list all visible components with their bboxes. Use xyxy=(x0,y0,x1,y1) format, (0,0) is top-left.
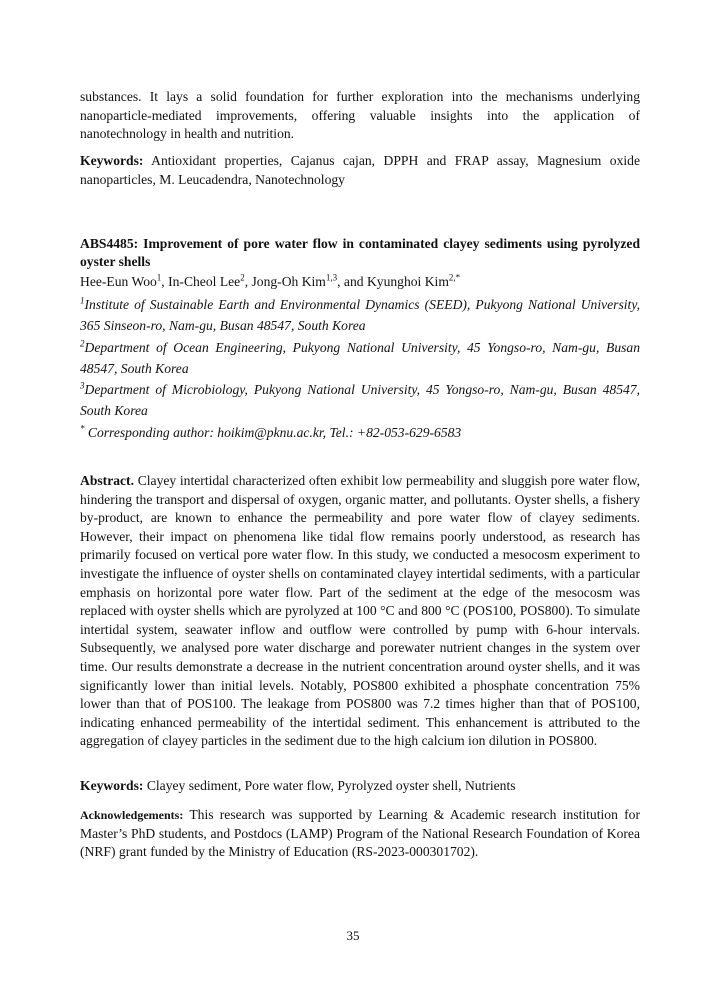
keywords-paragraph xyxy=(80,152,640,189)
page-number: 35 xyxy=(346,928,360,943)
acknowledgements-label: Acknowledgements: xyxy=(80,808,184,822)
author-affil-sup: 1 xyxy=(156,272,162,283)
affiliation-text: Department of Microbiology, Pukyong National University, 45 Yongso-ro, Nam-gu, Busan 48547, South Korea xyxy=(80,382,640,419)
corresponding-sup: * xyxy=(80,423,85,434)
acknowledgements-text: This research was supported by Learning & Academic research institution for Master’s PhD students, and Postdocs (LAMP) Program of the National Research Foundation of Korea (NRF) grant funded by the Ministry of Education (RS-2023-000301702). xyxy=(80,807,640,860)
affiliation xyxy=(80,379,640,422)
affiliation-sup: 3 xyxy=(80,380,85,391)
author-separator: , xyxy=(244,274,252,289)
author-name: Hee-Eun Woo xyxy=(80,274,157,289)
affiliation-text: Institute of Sustainable Earth and Environmental Dynamics (SEED), Pukyong National University, 365 Sinseon-ro, Nam-gu, Busan 48547, South Korea xyxy=(80,297,640,334)
keywords-text: Clayey sediment, Pore water flow, Pyrolyzed oyster shell, Nutrients xyxy=(143,778,516,793)
author-separator: , and xyxy=(337,274,367,289)
affiliation xyxy=(80,337,640,380)
intro-paragraph: substances. It lays a solid foundation for further exploration into the mechanisms underlying nanoparticle-mediated improvements, offering valuable insights into the application of nanotechnology in health and nutrition. xyxy=(80,89,640,142)
keywords-label: Keywords: xyxy=(80,778,144,793)
acknowledgements-paragraph xyxy=(80,806,640,862)
corresponding-author xyxy=(80,422,640,443)
keywords-label: Keywords: xyxy=(80,153,144,168)
abstract-paragraph xyxy=(80,472,640,751)
author-affil-sup: 2 xyxy=(240,272,245,283)
author-affil-sup: 1,3 xyxy=(325,272,338,283)
corresponding-text: Corresponding author: hoikim@pknu.ac.kr, Tel.: +82-053-629-6583 xyxy=(84,425,462,440)
abstract-title: ABS4485: Improvement of pore water flow in contaminated clayey sediments using pyrolyzed oyster shells xyxy=(80,236,640,270)
author-list xyxy=(80,272,640,292)
author-name: Jong-Oh Kim xyxy=(251,274,326,289)
affiliation-sup: 1 xyxy=(80,295,85,306)
author-affil-sup: 2,* xyxy=(448,272,461,283)
affiliation xyxy=(80,294,640,337)
author-name: In-Cheol Lee xyxy=(168,274,241,289)
keywords-text: Antioxidant properties, Cajanus cajan, DPPH and FRAP assay, Magnesium oxide nanoparticles, M. Leucadendra, Nanotechnology xyxy=(80,153,640,187)
author-name: Kyunghoi Kim xyxy=(366,274,449,289)
abstract-text: Clayey intertidal characterized often exhibit low permeability and sluggish pore water flow, hindering the transport and dispersal of oxygen, organic matter, and pollutants. Oyster shells, a fishery by-product, are known to enhance the permeability and pore water flow of clayey sediments. However, their impact on phenomena like tidal flow remains poorly understood, as research has primarily focused on vertical pore water flow. In this study, we conducted a mesocosm experiment to investigate the influence of oyster shells on contaminated clayey intertidal sediments, with a particular emphasis on horizontal pore water flow. Part of the sediment at the edge of the mesocosm was replaced with oyster shells which are pyrolyzed at 100 °C and 800 °C (POS100, POS800). To simulate intertidal system, seawater inflow and outflow were controlled by pump with 6-hour intervals. Subsequently, we analysed pore water discharge and porewater nutrient changes in the system over time. Our results demonstrate a decrease in the nutrient concentration around oyster shells, and it was significantly lower than initial levels. Notably, POS800 exhibited a phosphate concentration 75% lower than that of POS100. The leakage from POS800 was 7.2 times higher than that of POS100, indicating enhanced permeability of the intertidal sediment. This enhancement is attributed to the aggregation of clayey particles in the sediment due to the high calcium ion dilution in POS800. xyxy=(80,473,640,749)
abstract-label: Abstract. xyxy=(80,473,134,488)
author-separator: , xyxy=(161,274,169,289)
affiliation-sup: 2 xyxy=(80,338,85,349)
affiliation-text: Department of Ocean Engineering, Pukyong National University, 45 Yongso-ro, Nam-gu, Busan 48547, South Korea xyxy=(80,340,640,377)
keywords-paragraph xyxy=(80,777,640,796)
